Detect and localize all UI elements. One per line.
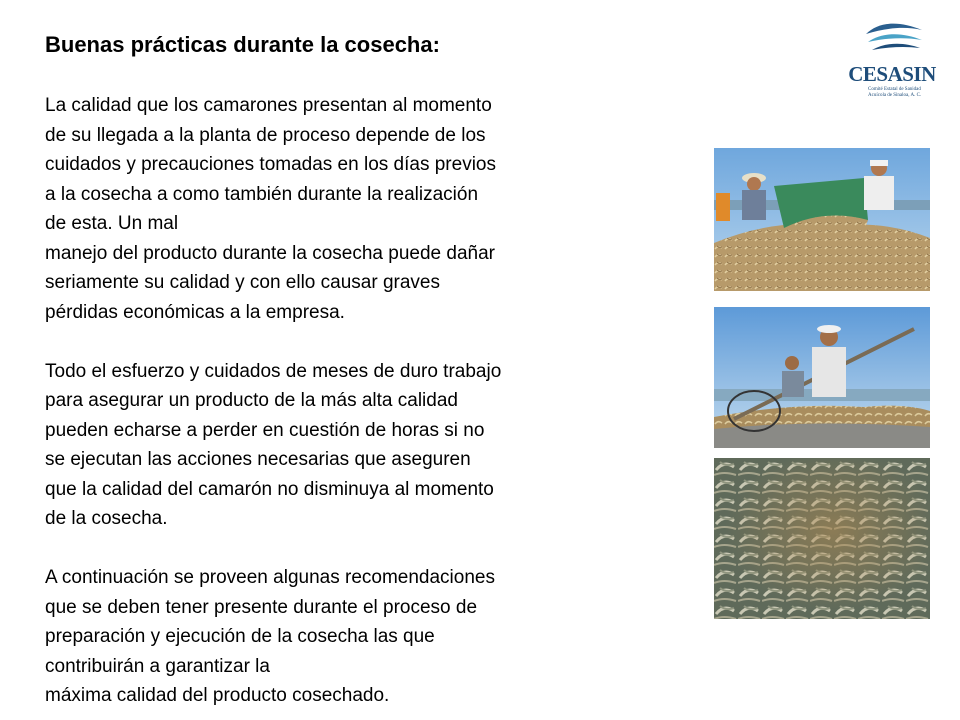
paragraph-3-line: que se deben tener presente durante el proceso de xyxy=(45,596,478,618)
cesasin-logo xyxy=(846,20,938,104)
paragraph-2-line: se ejecutan las acciones necesarias que aseguren xyxy=(45,449,471,470)
paragraph-2-line: para asegurar un producto de la más alta calidad xyxy=(45,390,458,411)
wave-icon xyxy=(864,20,924,58)
body-text xyxy=(45,91,645,711)
paragraph-3-line: preparación y ejecución de la cosecha las que xyxy=(45,626,435,647)
paragraph-1-line: cuidados y precauciones tomadas en los días previos xyxy=(45,154,496,175)
paragraph-3-line: A continuación se proveen algunas recomendaciones xyxy=(45,567,495,588)
photo-workers-unloading-shrimp xyxy=(714,148,930,291)
logo-name: CESASIN xyxy=(848,62,936,86)
paragraph-1-line: La calidad que los camarones presentan al momento xyxy=(45,95,492,116)
photo-shrimp-closeup xyxy=(714,458,930,619)
paragraph-2-line: de la cosecha. xyxy=(45,508,168,529)
paragraph-2-line: que la calidad del camarón no disminuya al momento xyxy=(45,478,494,500)
paragraph-1-line: a la cosecha a como también durante la realización xyxy=(45,183,479,205)
paragraph-gap xyxy=(45,327,645,357)
photo-worker-with-net xyxy=(714,307,930,448)
paragraph-2-line: pueden echarse a perder en cuestión de horas si no xyxy=(45,419,485,441)
paragraph-1-line: de esta. Un mal xyxy=(45,213,179,234)
paragraph-1-line: de su llegada a la planta de proceso depende de los xyxy=(45,124,486,146)
logo-subtitle: Comité Estatal de Sanidad Acuícola de Sinaloa, A. C. xyxy=(868,87,922,98)
paragraph-3-line: contribuirán a garantizar la xyxy=(45,655,270,677)
slide-title: Buenas prácticas durante la cosecha: xyxy=(45,32,440,57)
paragraph-gap xyxy=(45,534,645,564)
paragraph-1-line: seriamente su calidad y con ello causar graves xyxy=(45,272,440,293)
paragraph-3-line: máxima calidad del producto cosechado. xyxy=(45,685,390,706)
paragraph-2-line: Todo el esfuerzo y cuidados de meses de duro trabajo xyxy=(45,360,502,382)
paragraph-1-line: pérdidas económicas a la empresa. xyxy=(45,301,345,323)
paragraph-1-line: manejo del producto durante la cosecha puede dañar xyxy=(45,242,495,264)
